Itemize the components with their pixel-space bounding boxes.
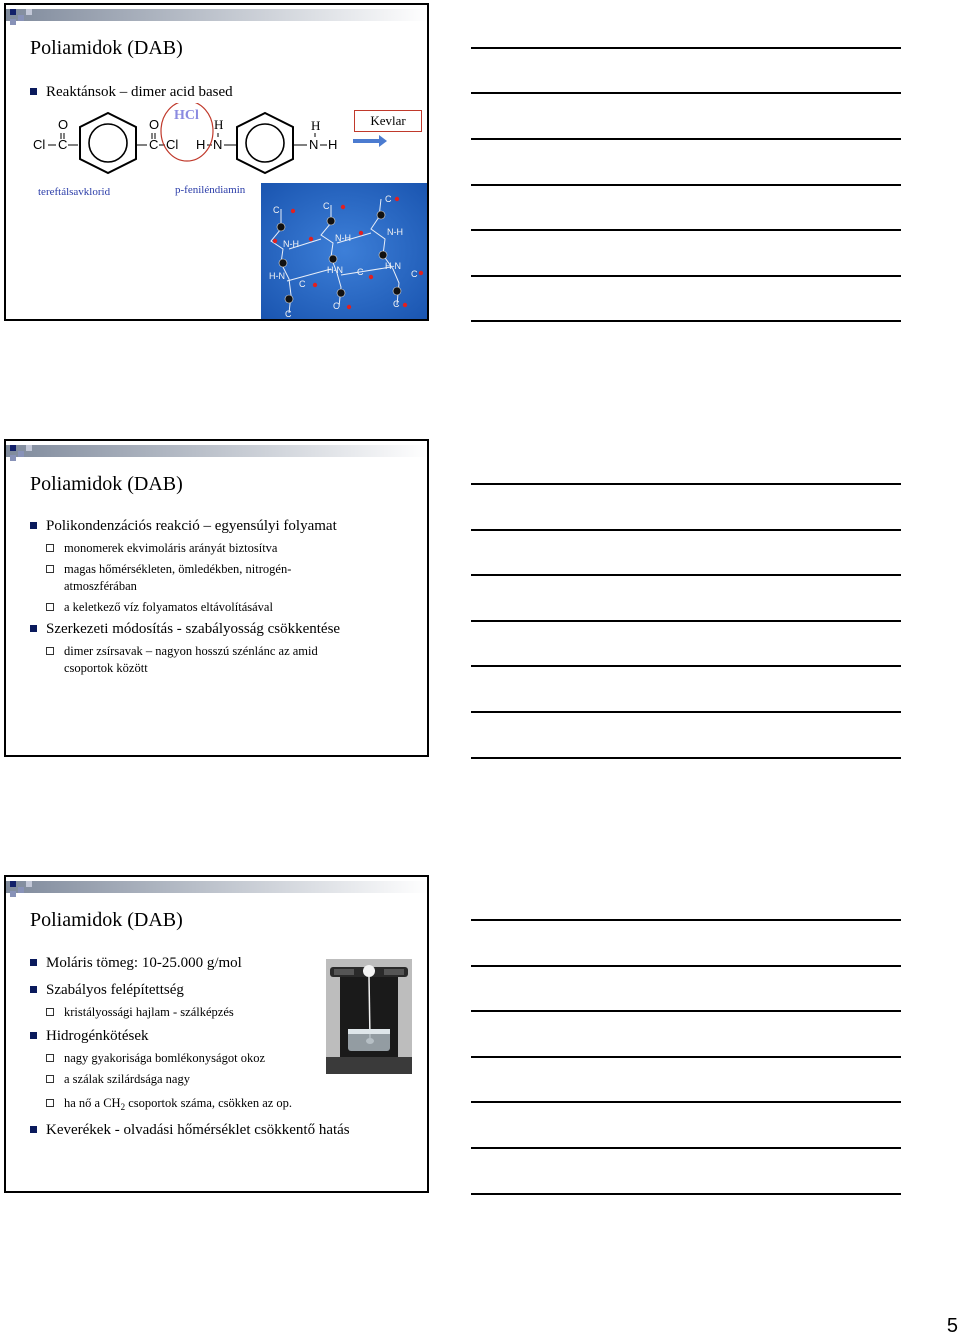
bullet: Polikondenzációs reakció – egyensúlyi folyamat [28,517,358,535]
ch2-text-after: csoportok száma, csökken az op. [125,1096,293,1110]
p-fenilendiamin-label: p-feniléndiamin [175,184,246,196]
note-line [471,665,901,667]
note-line [471,919,901,921]
ch2-subscript: 2 [120,1102,126,1112]
note-line [471,1101,901,1103]
sub-bullet: dimer zsírsavak – nagyon hosszú szénlánc az amid csoportok között [28,643,364,677]
slide-title: Poliamidok (DAB) [30,909,183,931]
bullet: Szerkezeti módosítás - szabályosság csökkentése [28,620,358,638]
kevlar-label: Kevlar [370,113,406,128]
slide-3 [4,875,429,1193]
note-line [471,620,901,622]
svg-text:C: C [357,267,364,277]
svg-text:N-H: N-H [335,233,351,243]
hydrogen-atom-3: H [311,118,321,133]
slide-2 [4,439,429,757]
bullet: Moláris tömeg: 10-25.000 g/mol [28,954,423,972]
carbon-atom-1: C [58,137,68,152]
bullet: Szabályos felépítettség [28,981,423,999]
tereftalsavklorid-label: tereftálsavklorid [38,186,111,198]
note-line [471,1056,901,1058]
svg-text:N-H: N-H [387,227,403,237]
svg-text:H-N: H-N [327,265,343,275]
note-line [471,757,901,759]
svg-text:C: C [393,299,400,309]
kevlar-box [354,110,422,132]
slide-title: Poliamidok (DAB) [30,473,183,495]
note-line [471,47,901,49]
svg-text:H-N: H-N [269,271,285,281]
hydrogen-atom-1: H [214,117,224,132]
chlorine-atom-1: Cl [33,137,46,152]
ch2-text-before: ha nő a CH [64,1096,121,1110]
svg-text:C: C [285,309,292,319]
oxygen-atom-2: O [149,117,160,132]
hydrogen-atom-2: H [196,137,206,152]
corner-decoration [6,441,429,463]
page-number: 5 [946,1315,958,1337]
note-line [471,1010,901,1012]
hcl-label: HCl [174,108,199,123]
sub-bullet: a keletkező víz folyamatos eltávolításával [28,599,358,616]
corner-decoration [6,877,429,899]
svg-text:C: C [385,194,392,204]
oxygen-atom-1: O [58,117,69,132]
slide-1 [4,3,429,321]
sub-bullet-ch2 [28,1095,423,1116]
svg-text:C: C [411,269,418,279]
sub-bullet: a szálak szilárdsága nagy [28,1071,423,1088]
note-line [471,711,901,713]
note-line [471,965,901,967]
svg-text:C: C [299,279,306,289]
svg-text:C: C [273,205,280,215]
kevlar-structure-image [261,183,428,319]
note-line [471,1193,901,1195]
hydrogen-atom-4: H [328,137,338,152]
carbon-atom-2: C [149,137,159,152]
svg-text:C: C [333,301,340,311]
bullet: Hidrogénkötések [28,1027,423,1045]
note-line [471,529,901,531]
slide-title: Poliamidok (DAB) [30,37,183,59]
nitrogen-atom-1: N [213,137,223,152]
nitrogen-atom-2: N [309,137,319,152]
fiber-drawing-photo [326,959,412,1074]
note-line [471,574,901,576]
svg-text:C: C [323,201,330,211]
note-line [471,320,901,322]
svg-text:H-N: H-N [385,261,401,271]
note-line [471,92,901,94]
sub-bullet: monomerek ekvimoláris arányát biztosítva [28,540,358,557]
note-line [471,483,901,485]
corner-decoration [6,5,429,27]
bullet: Keverékek - olvadási hőmérséklet csökkentő hatás [28,1121,423,1139]
sub-bullet: nagy gyakorisága bomlékonyságot okoz [28,1050,423,1067]
note-line [471,184,901,186]
sub-bullet: kristályossági hajlam - szálképzés [28,1004,423,1021]
note-line [471,229,901,231]
note-line [471,1147,901,1149]
chlorine-atom-2: Cl [166,137,179,152]
note-line [471,275,901,277]
bullet: Reaktánsok – dimer acid based [28,83,423,101]
sub-bullet: magas hőmérsékleten, ömledékben, nitrogén-atmoszférában [28,561,294,595]
note-line [471,138,901,140]
svg-text:N-H: N-H [283,239,299,249]
